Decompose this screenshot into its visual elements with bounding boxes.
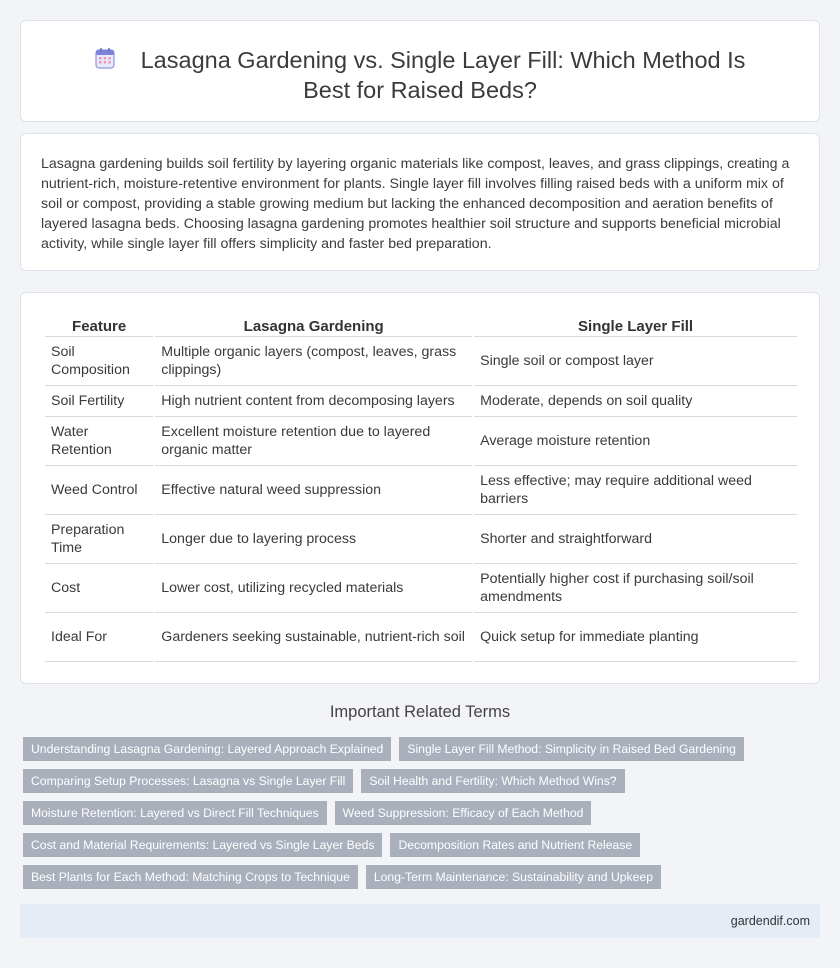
cell-lasagna: Excellent moisture retention due to layered organic matter: [155, 417, 472, 466]
cell-single-layer: Potentially higher cost if purchasing soil/soil amendments: [474, 564, 797, 613]
cell-lasagna: Multiple organic layers (compost, leaves, grass clippings): [155, 337, 472, 386]
table-row: [45, 386, 797, 417]
related-term-tag[interactable]: Soil Health and Fertility: Which Method Wins?: [361, 769, 624, 793]
header-feature: Feature: [45, 313, 153, 337]
cell-single-layer: Shorter and straightforward: [474, 515, 797, 564]
footer: [20, 904, 820, 938]
cell-lasagna: Gardeners seeking sustainable, nutrient-rich soil: [155, 613, 472, 662]
related-term-tag[interactable]: Moisture Retention: Layered vs Direct Fill Techniques: [23, 801, 327, 825]
related-terms-title: Important Related Terms: [329, 703, 511, 721]
cell-lasagna: High nutrient content from decomposing layers: [155, 386, 472, 417]
related-term-tag[interactable]: Best Plants for Each Method: Matching Crops to Technique: [23, 865, 358, 889]
cell-feature: Soil Composition: [45, 337, 153, 386]
cell-single-layer: Moderate, depends on soil quality: [474, 386, 797, 417]
tag-row: [23, 865, 803, 889]
cell-lasagna: Effective natural weed suppression: [155, 466, 472, 515]
table-row: [45, 613, 797, 662]
related-term-tag[interactable]: Cost and Material Requirements: Layered vs Single Layer Beds: [23, 833, 382, 857]
cell-feature: Soil Fertility: [45, 386, 153, 417]
cell-feature: Weed Control: [45, 466, 153, 515]
cell-feature: Cost: [45, 564, 153, 613]
comparison-card: [20, 292, 820, 684]
related-term-tag[interactable]: Long-Term Maintenance: Sustainability and Upkeep: [366, 865, 661, 889]
related-term-tag[interactable]: Comparing Setup Processes: Lasagna vs Single Layer Fill: [23, 769, 353, 793]
cell-feature: Water Retention: [45, 417, 153, 466]
page-title: Lasagna Gardening vs. Single Layer Fill: Which Method Is Best for Raised Beds?: [140, 47, 746, 103]
intro-card: [20, 133, 820, 271]
related-term-tag[interactable]: Single Layer Fill Method: Simplicity in Raised Bed Gardening: [399, 737, 744, 761]
related-term-tag[interactable]: Understanding Lasagna Gardening: Layered Approach Explained: [23, 737, 391, 761]
tag-row: [23, 737, 803, 761]
cell-lasagna: Longer due to layering process: [155, 515, 472, 564]
header-lasagna: Lasagna Gardening: [155, 313, 472, 337]
cell-feature: Ideal For: [45, 613, 153, 662]
header-single-layer: Single Layer Fill: [474, 313, 797, 337]
cell-single-layer: Less effective; may require additional weed barriers: [474, 466, 797, 515]
footer-site-link[interactable]: gardendif.com: [730, 914, 810, 928]
table-row: [45, 417, 797, 466]
cell-lasagna: Lower cost, utilizing recycled materials: [155, 564, 472, 613]
page-title-row: [21, 45, 819, 105]
related-term-tag[interactable]: Decomposition Rates and Nutrient Release: [390, 833, 640, 857]
cell-single-layer: Average moisture retention: [474, 417, 797, 466]
table-row: [45, 564, 797, 613]
tag-row: [23, 833, 803, 857]
table-header-row: [45, 313, 797, 337]
table-row: [45, 515, 797, 564]
related-term-tag[interactable]: Weed Suppression: Efficacy of Each Method: [335, 801, 592, 825]
related-terms-list: [23, 737, 803, 897]
cell-feature: Preparation Time: [45, 515, 153, 564]
tag-row: [23, 769, 803, 793]
comparison-table: [43, 313, 799, 662]
table-row: [45, 337, 797, 386]
table-row: [45, 466, 797, 515]
tag-row: [23, 801, 803, 825]
calendar-icon: [95, 48, 115, 69]
header-card: [20, 20, 820, 122]
cell-single-layer: Quick setup for immediate planting: [474, 613, 797, 662]
cell-single-layer: Single soil or compost layer: [474, 337, 797, 386]
intro-text: Lasagna gardening builds soil fertility by layering organic materials like compost, leaves, and grass clippings, creating a nutrient-rich, moisture-retentive environment for plants. Single layer fill involves filling raised beds with a uniform mix of soil or compost, providing a stable growing medium but lacking the enhanced decomposition and aeration benefits of layered lasagna beds. Choosing lasagna gardening promotes healthier soil structure and supports beneficial microbial activity, while single layer fill offers simplicity and faster bed preparation.: [41, 156, 790, 252]
